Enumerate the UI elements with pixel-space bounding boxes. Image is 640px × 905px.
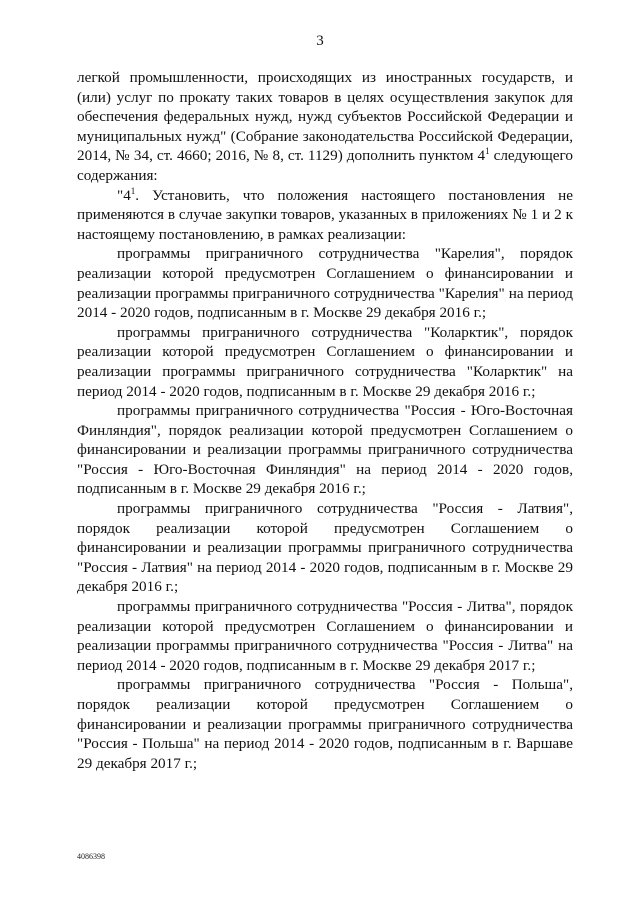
paragraph-latvia: программы приграничного сотрудничества "Россия - Латвия", порядок реализации которой предусмотрен Соглашением о финансировании и реализации программы приграничного сотрудничества "Россия - Латвия" на период 2014 - 2020 годов, подписанным в г. Москве 29 декабря 2016 г.; [77, 500, 573, 596]
intro-paragraph [77, 68, 573, 186]
intro-end-text: следующего содержания: [77, 147, 573, 184]
document-body [77, 68, 573, 773]
paragraph-karelia: программы приграничного сотрудничества "Карелия", порядок реализации которой предусмотрен Соглашением о финансировании и реализации программы приграничного сотрудничества "Карелия" на период 2014 - 2020 годов, подписанным в г. Москве 29 декабря 2016 г.; [77, 245, 573, 322]
paragraph-finland: программы приграничного сотрудничества "Россия - Юго-Восточная Финляндия", порядок реализации которой предусмотрен Соглашением о финансировании и реализации программы приграничного сотрудничества "Россия - Юго-Восточная Финляндия" на период 2014 - 2020 годов, подписанным в г. Москве 29 декабря 2016 г.; [77, 402, 573, 498]
intro-text: легкой промышленности, происходящих из иностранных государств, и (или) услуг по прокату таких товаров в целях осуществления закупок для обеспечения федеральных нужд, нужд субъектов Российской Федерации и муниципальных нужд" (Собрание законодательства Российской Федерации, 2014, № 34, ст. 4660; 2016, № 8, ст. 1129) дополнить пунктом 4 [77, 69, 573, 165]
page-number: 3 [316, 33, 324, 49]
intro-superscript: 1 [485, 146, 490, 157]
paragraph-kolarctic: программы приграничного сотрудничества "Коларктик", порядок реализации которой предусмотрен Соглашением о финансировании и реализации программы приграничного сотрудничества "Коларктик" на период 2014 - 2020 годов, подписанным в г. Москве 29 декабря 2016 г.; [77, 323, 573, 400]
paragraph-lithuania: программы приграничного сотрудничества "Россия - Литва", порядок реализации которой предусмотрен Соглашением о финансировании и реализации программы приграничного сотрудничества "Россия - Литва" на период 2014 - 2020 годов, подписанным в г. Москве 29 декабря 2017 г.; [77, 598, 573, 674]
clause-superscript: 1 [130, 185, 136, 196]
clause-text: . Установить, что положения настоящего постановления не применяются в случае закупки товаров, указанных в приложениях № 1 и 2 к настоящему постановлению, в рамках реализации: [77, 186, 573, 243]
clause-number: "4 [117, 186, 131, 204]
clause-paragraph [77, 186, 573, 245]
document-code: 4086398 [77, 852, 105, 861]
paragraph-poland: программы приграничного сотрудничества "Россия - Польша", порядок реализации которой предусмотрен Соглашением о финансировании и реализации программы приграничного сотрудничества "Россия - Польша" на период 2014 - 2020 годов, подписанным в г. Варшаве 29 декабря 2017 г.; [77, 676, 573, 772]
